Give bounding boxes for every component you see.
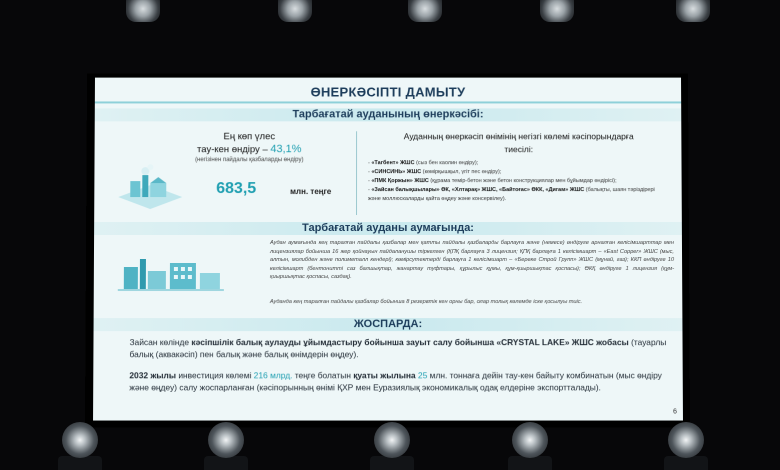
enterprise-name: «ПМК Қоржын» ЖШС: [371, 178, 429, 185]
floor-spotlight: [374, 422, 410, 458]
plan2-investment: 216 млрд.: [253, 370, 293, 381]
biggest-share-block: [154, 130, 344, 165]
plan-item-2: [129, 370, 671, 393]
plan2-year: 2032 жылы: [129, 370, 177, 381]
enterprise-name: «СИНСИНЬ» ЖШС: [371, 169, 422, 176]
amount-value: 683,5: [216, 180, 257, 198]
title-underline: [95, 101, 681, 103]
ceiling-spotlight: [676, 0, 710, 22]
ceiling-spotlight: [278, 0, 312, 22]
enterprise-desc: (көмірқышқыл, үгіт пес өндіру);: [422, 169, 502, 176]
biggest-share-pct: 43,1%: [270, 143, 302, 156]
enterprise-desc: (сыз бен каолин өндіру);: [416, 160, 479, 167]
list-item: - «ПМК Қоржын» ЖШС (құрама темір-бетон және бетон конструкциялар мен бұйымдар өндірісі);: [368, 178, 617, 185]
industrial-buildings-icon: [116, 249, 226, 291]
biggest-share-line2: [154, 143, 344, 156]
enterprise-name: «Зайсан балықшылары» ӨК, «Хлтарақ» ЖШС, «Байтоғас» ӨКК, «Дигам» ЖШС: [371, 187, 585, 194]
section2-title: Тарбағатай ауданы аумағында:: [302, 222, 474, 235]
ceiling-spotlight: [126, 0, 160, 22]
amount-unit: млн. теңге: [290, 187, 332, 197]
section1-title: Тарбағатай ауданының өнеркәсібі:: [292, 108, 484, 121]
floor-light-base: [370, 456, 414, 470]
area-paragraph: Аудан аумағында кең таралған пайдалы қазбалар мен қатты пайдалы қазбаларды барлауға және (немесе) өндіруге арналған келісімшарттар мен лицензиялар бойынша 16 жер қойнауын пайдаланушы тіркелген (ҚПҚ барлауға 3 лицензия; ҚПҚ барлауға 1 келісімшарт – «East Copper» ЖШС (мыс, алтын, молибден және полиметалл кендері); көмірсутектерді барлауға 1 келісімшарт – «Берекe Строй Групп» ЖШС (мұнай, газ); ККП өндіруге 10 келісімшарт (бентонитті саз балшықтар, жанартау туфтары, құрылыс құмы, құм-қиыршықтас қоспасы); ӨКҚ өндіруге 1 лицензия (құм-қиыршықтас қоспасы, саздақ).: [269, 240, 675, 281]
plan2-text: теңге болатын: [292, 370, 354, 381]
enterprise-desc: (құрама темір-бетон және бетон конструкциялар мен бұйымдар өндірісі);: [430, 178, 617, 185]
biggest-share-note: (негізінен пайдалы қазбаларды өндіру): [195, 157, 304, 164]
enterprises-heading: Ауданның өнеркәсіп өнімінің негізгі көлемі кәсіпорындарға тиесілі:: [403, 131, 634, 155]
list-item: - «СИНСИНЬ» ЖШС (көмірқышқыл, үгіт пес өндіру);: [368, 169, 502, 176]
enterprise-name: «Тагбент» ЖШС: [371, 160, 415, 167]
plan2-capacity: 25: [417, 370, 428, 381]
floor-spotlight: [208, 422, 244, 458]
plan1-detail: (тауарлы балық (аквакәсіп) пен балық және балық өнімдерін өңдеу).: [129, 337, 667, 359]
section3-title: ЖОСПАРДА:: [353, 318, 423, 331]
floor-spotlight: [512, 422, 548, 458]
biggest-share-prefix: тау-кен өндіру –: [197, 144, 271, 156]
floor-spotlight: [62, 422, 98, 458]
slide-title: ӨНЕРКӘСІПТІ ДАМЫТУ: [310, 84, 466, 100]
mining-plant-icon: [114, 163, 186, 211]
plan-item-1: [129, 337, 670, 360]
floor-light-base: [508, 456, 552, 470]
presentation-slide: [93, 78, 683, 421]
page-number: 6: [672, 408, 677, 416]
biggest-share-line1: Ең көп үлес: [223, 131, 276, 143]
floor-light-base: [58, 456, 102, 470]
projection-screen: [85, 74, 690, 428]
list-item: - «Тагбент» ЖШС (сыз бен каолин өндіру);: [368, 160, 479, 167]
plan1-text: Зайсан көлінде: [129, 337, 192, 348]
area-note: Ауданда кең таралған пайдалы қазбалар бойынша 8 резервтік кен орны бар, олар толық көлемде іске қосылуы тиіс.: [269, 299, 583, 306]
plan2-text: инвестиция көлемі: [175, 370, 254, 381]
floor-light-base: [664, 456, 708, 470]
enterprises-list: [368, 159, 668, 204]
floor-spotlight: [668, 422, 704, 458]
plan2-detail: млн. тоннаға дейін тау-кен байыту комбинатын (мыс өндіру және өңдеу) салу жоспарланған (кәсіпорынның өнімі ҚХР мен Еуразиялық экономикалық одақ елдеріне экспортталады).: [129, 370, 662, 392]
list-item: - «Зайсан балықшылары» ӨК, «Хлтарақ» ЖШС, «Байтоғас» ӨКК, «Дигам» ЖШС (балықты, шаян тәріздірері және моллюскаларды қайта өңдеу және консервілеу).: [368, 187, 655, 203]
plan2-capacity-label: қуаты жылына: [353, 370, 416, 381]
ceiling-spotlight: [408, 0, 442, 22]
ceiling-spotlight: [540, 0, 574, 22]
enterprise-desc: (балықты, шаян тәріздірері және моллюскаларды қайта өңдеу және консервілеу).: [368, 187, 655, 203]
plan1-project: кәсіпшілік балық аулауды ұйымдастыру бойынша зауыт салу бойынша «CRYSTAL LAKE» ЖШС жобасы: [191, 337, 629, 348]
floor-light-base: [204, 456, 248, 470]
column-divider: [356, 131, 357, 215]
